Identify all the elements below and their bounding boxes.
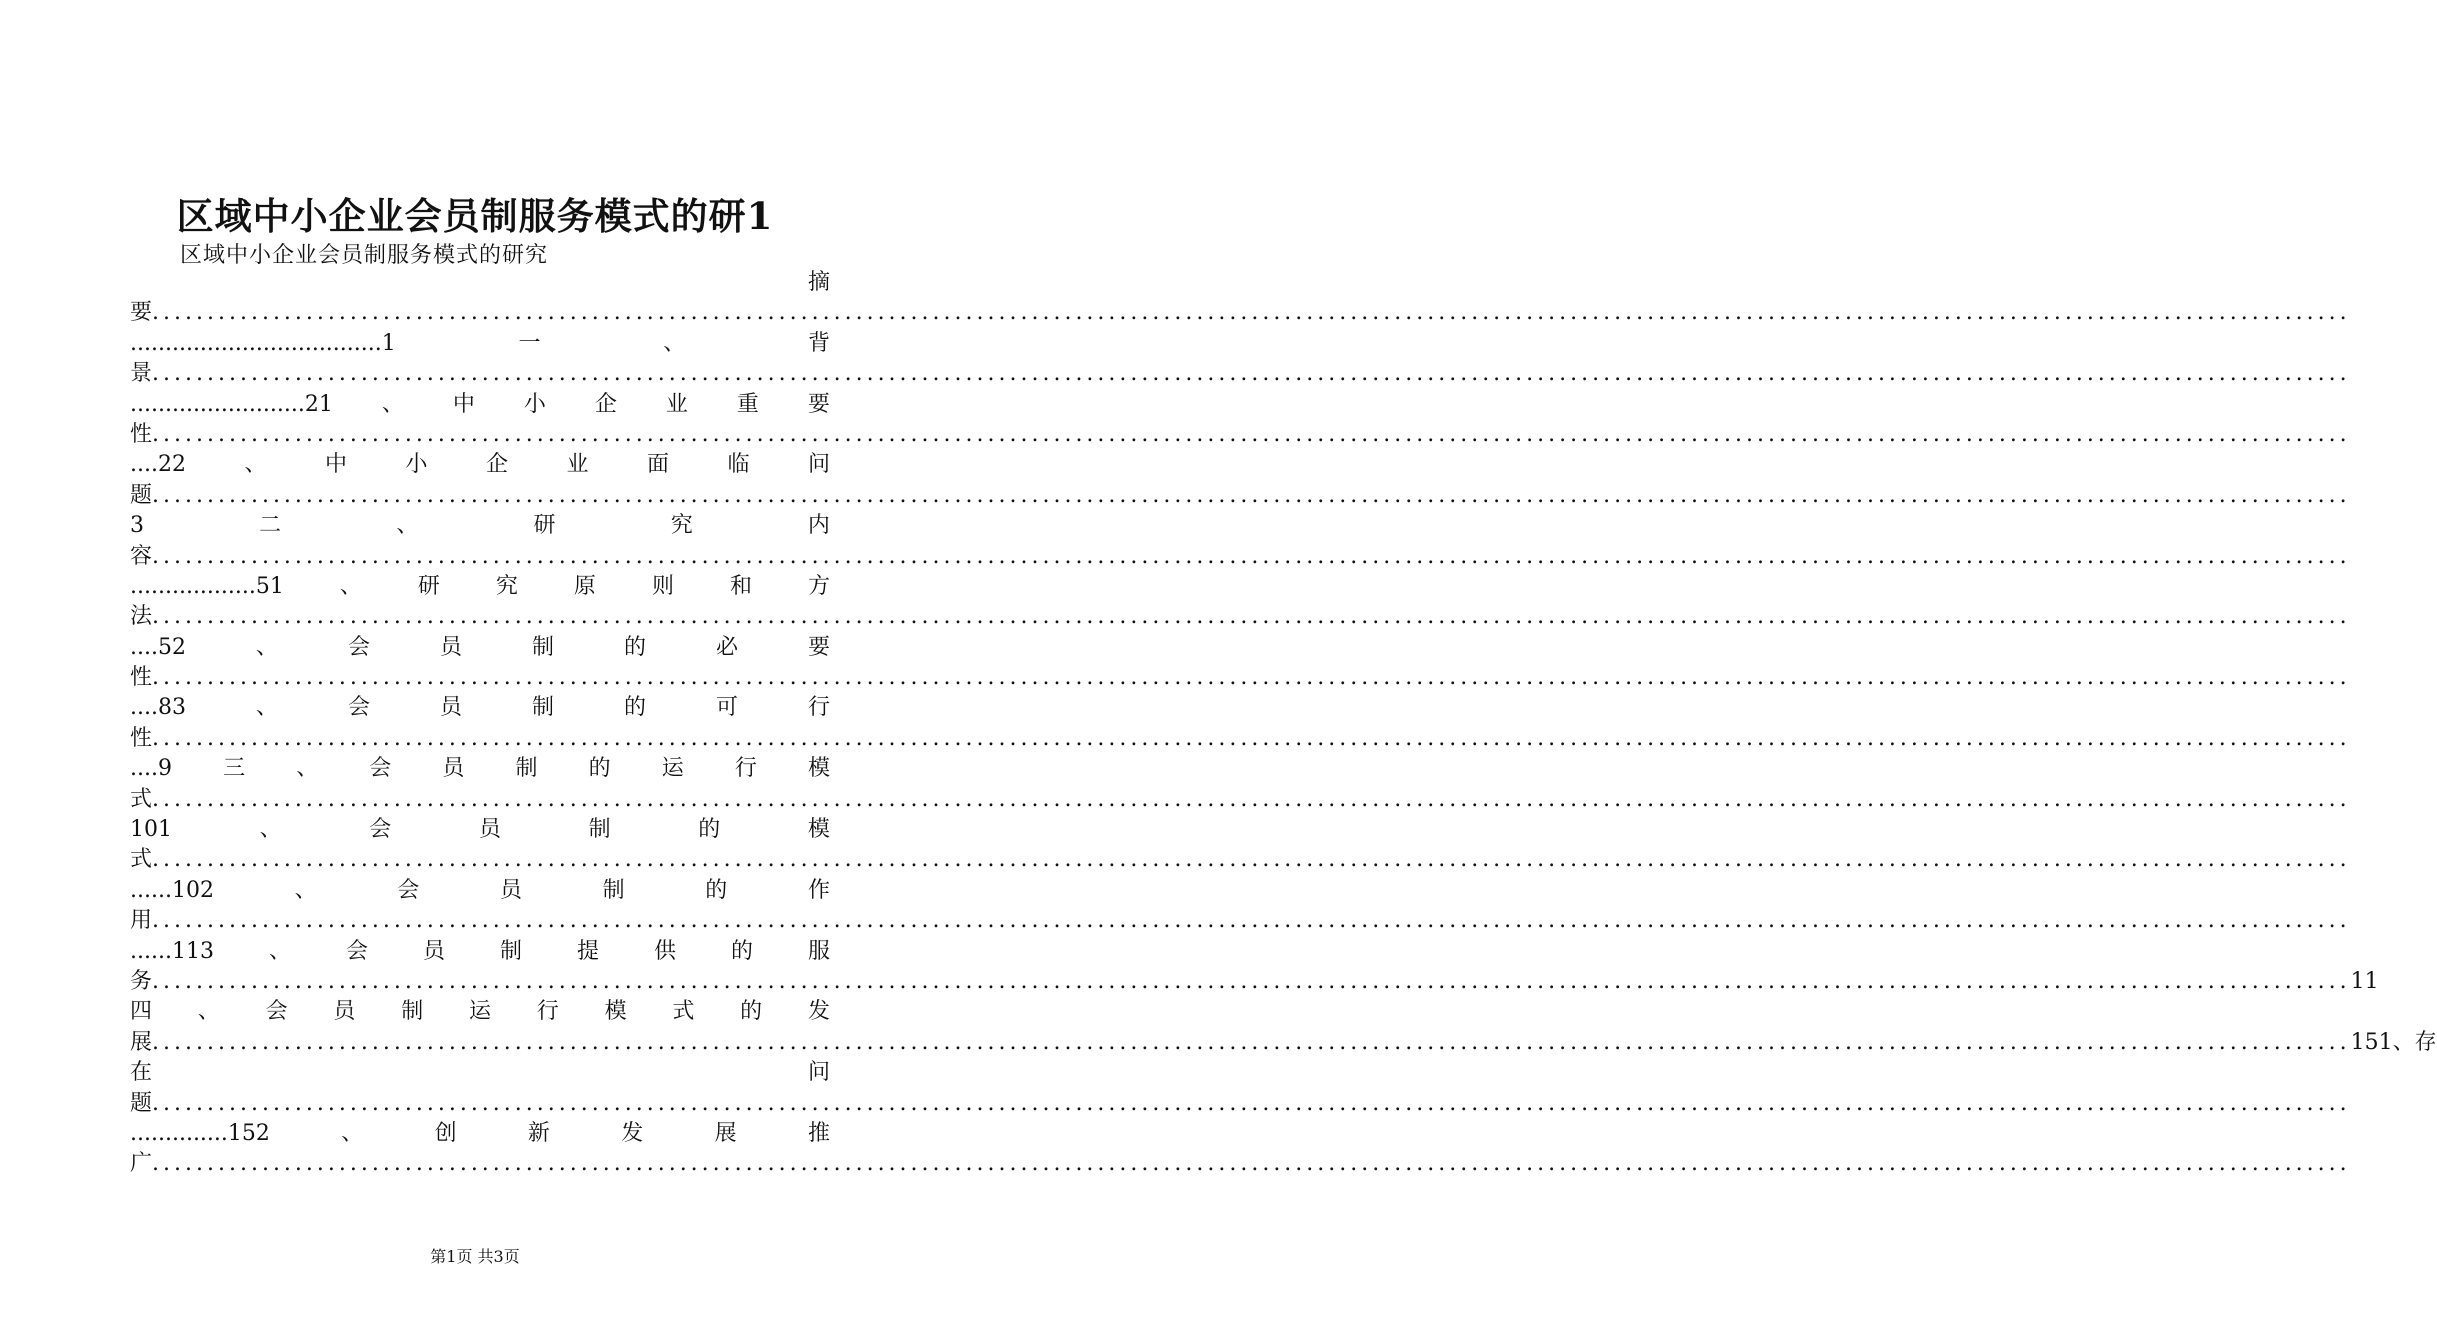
toc-dot-leader: ........................................................................................................................................................................................................ [152, 968, 2351, 994]
toc-dot-leader: ........................................................................................................................................................................................................ [152, 1151, 2351, 1177]
toc-entry-text: 式 [130, 847, 153, 873]
toc-token: 研 [533, 513, 556, 539]
toc-line [130, 815, 830, 845]
toc-line [130, 450, 830, 480]
toc-dot-leader: ........................................................................................................................................................................................................ [152, 1090, 2351, 1116]
toc-line [130, 693, 830, 723]
toc-token: 、 [268, 938, 291, 964]
toc-dot-leader: ........................................................................................................................................................................................................ [152, 361, 2351, 387]
toc-entry-text: 展 [130, 1029, 153, 1055]
toc-line [130, 845, 2351, 875]
toc-token: 模 [604, 999, 627, 1025]
toc-token: 制 [531, 634, 554, 660]
toc-token: 、 [339, 573, 362, 599]
toc-line [130, 876, 830, 906]
toc-token: 在 [130, 1060, 153, 1086]
toc-token: 问 [807, 1060, 830, 1086]
toc-token: 必 [715, 634, 738, 660]
toc-token: .........................21 [130, 391, 333, 417]
toc-token: 的 [740, 999, 763, 1025]
toc-entry-text: 用 [130, 908, 153, 934]
toc-token: 提 [576, 938, 599, 964]
toc-token: 会 [369, 817, 392, 843]
toc-token: 小 [405, 452, 428, 478]
toc-entry-text: 容 [130, 543, 153, 569]
toc-token: 会 [397, 877, 420, 903]
toc-token: 展 [714, 1120, 737, 1146]
document-subtitle: 区域中小企业会员制服务模式的研究 [180, 243, 549, 268]
toc-token: 创 [434, 1120, 457, 1146]
toc-entry-text: 题 [130, 1090, 153, 1116]
toc-line [130, 572, 830, 602]
toc-token: 员 [422, 938, 445, 964]
toc-token: 制 [602, 877, 625, 903]
toc-line [130, 390, 830, 420]
toc-line [130, 298, 2351, 328]
toc-line [130, 997, 830, 1027]
toc-dot-leader: ........................................................................................................................................................................................................ [152, 908, 2351, 934]
toc-token: 企 [594, 391, 617, 417]
toc-line [130, 542, 2351, 572]
toc-token: 员 [439, 634, 462, 660]
toc-line [130, 1149, 2351, 1179]
toc-token: 方 [807, 573, 830, 599]
toc-token: 要 [807, 391, 830, 417]
toc-token: 发 [621, 1120, 644, 1146]
toc-token: 究 [495, 573, 518, 599]
toc-token: ....52 [130, 634, 186, 660]
toc-line [130, 663, 2351, 693]
toc-token: 原 [573, 573, 596, 599]
toc-line [130, 359, 2351, 389]
toc-line [130, 937, 830, 967]
toc-line [130, 633, 830, 663]
toc-token: ....................................1 [130, 330, 396, 356]
toc-token: 企 [485, 452, 508, 478]
toc-token: 的 [705, 877, 728, 903]
toc-token: 会 [347, 695, 370, 721]
toc-token: 一 [518, 330, 541, 356]
toc-token: 制 [531, 695, 554, 721]
toc-token: 会 [345, 938, 368, 964]
toc-token: 、 [341, 1120, 364, 1146]
toc-token: 小 [523, 391, 546, 417]
toc-token: 的 [698, 817, 721, 843]
toc-token: 行 [734, 756, 757, 782]
toc-token: 、 [663, 330, 686, 356]
toc-token: 、 [197, 999, 220, 1025]
toc-entry-text: 景 [130, 361, 153, 387]
toc-entry-text: 性 [130, 665, 153, 691]
toc-token: 究 [670, 513, 693, 539]
toc-dot-leader: ........................................................................................................................................................................................................ [152, 604, 2351, 630]
toc-dot-leader: ........................................................................................................................................................................................................ [152, 543, 2351, 569]
toc-line [130, 511, 830, 541]
toc-token: 业 [665, 391, 688, 417]
toc-entry-text: 性 [130, 725, 153, 751]
toc-dot-leader: ........................................................................................................................................................................................................ [152, 786, 2351, 812]
toc-line [130, 329, 830, 359]
toc-token: 制 [515, 756, 538, 782]
toc-token: 、 [255, 634, 278, 660]
toc-line [130, 1028, 2437, 1058]
toc-token: ..............152 [130, 1120, 270, 1146]
toc-token: 运 [468, 999, 491, 1025]
toc-token: 新 [527, 1120, 550, 1146]
toc-token: 问 [807, 452, 830, 478]
toc-token: 发 [807, 999, 830, 1025]
toc-token: 供 [653, 938, 676, 964]
toc-token: 可 [715, 695, 738, 721]
toc-token: 的 [588, 756, 611, 782]
toc-token: 行 [807, 695, 830, 721]
toc-token: 服 [807, 938, 830, 964]
toc-line [130, 785, 2351, 815]
toc-token: 背 [807, 330, 830, 356]
toc-entry-text: 式 [130, 786, 153, 812]
toc-token: 模 [807, 756, 830, 782]
toc-token: ..................51 [130, 573, 284, 599]
toc-token: 中 [452, 391, 475, 417]
toc-page-number: 11 [2350, 968, 2379, 994]
document-title: 区域中小企业会员制服务模式的研1 [176, 194, 774, 238]
toc-line [130, 1089, 2351, 1119]
toc-token: 员 [478, 817, 501, 843]
toc-token: 、 [296, 756, 319, 782]
toc-token: 内 [807, 513, 830, 539]
toc-dot-leader: ........................................................................................................................................................................................................ [152, 847, 2351, 873]
toc-token: 二 [259, 513, 282, 539]
toc-token: ....83 [130, 695, 186, 721]
toc-token: 101 [130, 817, 172, 843]
toc-dot-leader: ........................................................................................................................................................................................................ [152, 421, 2351, 447]
toc-token: 会 [347, 634, 370, 660]
toc-token: 员 [439, 695, 462, 721]
toc-token: 式 [672, 999, 695, 1025]
toc-token: 则 [651, 573, 674, 599]
toc-token: 制 [499, 938, 522, 964]
toc-token: 面 [646, 452, 669, 478]
toc-abstract-label: 摘 [807, 270, 830, 295]
table-of-contents [130, 268, 2437, 1180]
toc-token: 的 [623, 634, 646, 660]
toc-token: ......102 [130, 877, 214, 903]
toc-entry-text: 广 [130, 1151, 153, 1177]
toc-token: 会 [369, 756, 392, 782]
toc-line [130, 420, 2351, 450]
toc-line [130, 1058, 830, 1088]
toc-line [130, 602, 2351, 632]
toc-token: 、 [294, 877, 317, 903]
toc-token: 、 [381, 391, 404, 417]
toc-entry-text: 性 [130, 421, 153, 447]
toc-entry-text: 要 [130, 300, 153, 326]
toc-line [130, 724, 2351, 754]
toc-token: 、 [244, 452, 267, 478]
toc-line [130, 906, 2351, 936]
toc-token: 制 [588, 817, 611, 843]
toc-dot-leader: ........................................................................................................................................................................................................ [152, 482, 2351, 508]
toc-line [130, 967, 2379, 997]
toc-token: 四 [130, 999, 153, 1025]
toc-token: 研 [417, 573, 440, 599]
toc-dot-leader: ........................................................................................................................................................................................................ [152, 725, 2351, 751]
toc-dot-leader: ........................................................................................................................................................................................................ [152, 300, 2351, 326]
toc-token: 和 [729, 573, 752, 599]
toc-dot-leader: ........................................................................................................................................................................................................ [152, 665, 2351, 691]
toc-line [130, 754, 830, 784]
toc-token: 员 [499, 877, 522, 903]
toc-token: 作 [807, 877, 830, 903]
toc-token: 、 [255, 695, 278, 721]
toc-token: ......113 [130, 938, 214, 964]
toc-entry-text: 题 [130, 482, 153, 508]
toc-line [130, 481, 2351, 511]
toc-token: 重 [736, 391, 759, 417]
toc-entry-text: 法 [130, 604, 153, 630]
toc-token: 临 [727, 452, 750, 478]
toc-token: 三 [223, 756, 246, 782]
toc-token: 会 [265, 999, 288, 1025]
toc-token: 的 [730, 938, 753, 964]
toc-token: ....9 [130, 756, 172, 782]
toc-line [130, 1119, 830, 1149]
toc-token: 行 [536, 999, 559, 1025]
toc-token: ....22 [130, 452, 186, 478]
toc-token: 中 [324, 452, 347, 478]
toc-dot-leader: ........................................................................................................................................................................................................ [152, 1029, 2351, 1055]
toc-page-number: 151、存 [2350, 1029, 2437, 1055]
page-footer: 第1页 共3页 [430, 1247, 520, 1266]
toc-token: 要 [807, 634, 830, 660]
toc-token: 的 [623, 695, 646, 721]
toc-token: 员 [442, 756, 465, 782]
toc-token: 3 [130, 513, 144, 539]
toc-token: 、 [259, 817, 282, 843]
toc-token: 运 [661, 756, 684, 782]
toc-token: 员 [333, 999, 356, 1025]
toc-token: 模 [807, 817, 830, 843]
toc-token: 业 [566, 452, 589, 478]
toc-token: 推 [807, 1120, 830, 1146]
toc-token: 、 [396, 513, 419, 539]
toc-token: 制 [401, 999, 424, 1025]
toc-entry-text: 务 [130, 968, 153, 994]
